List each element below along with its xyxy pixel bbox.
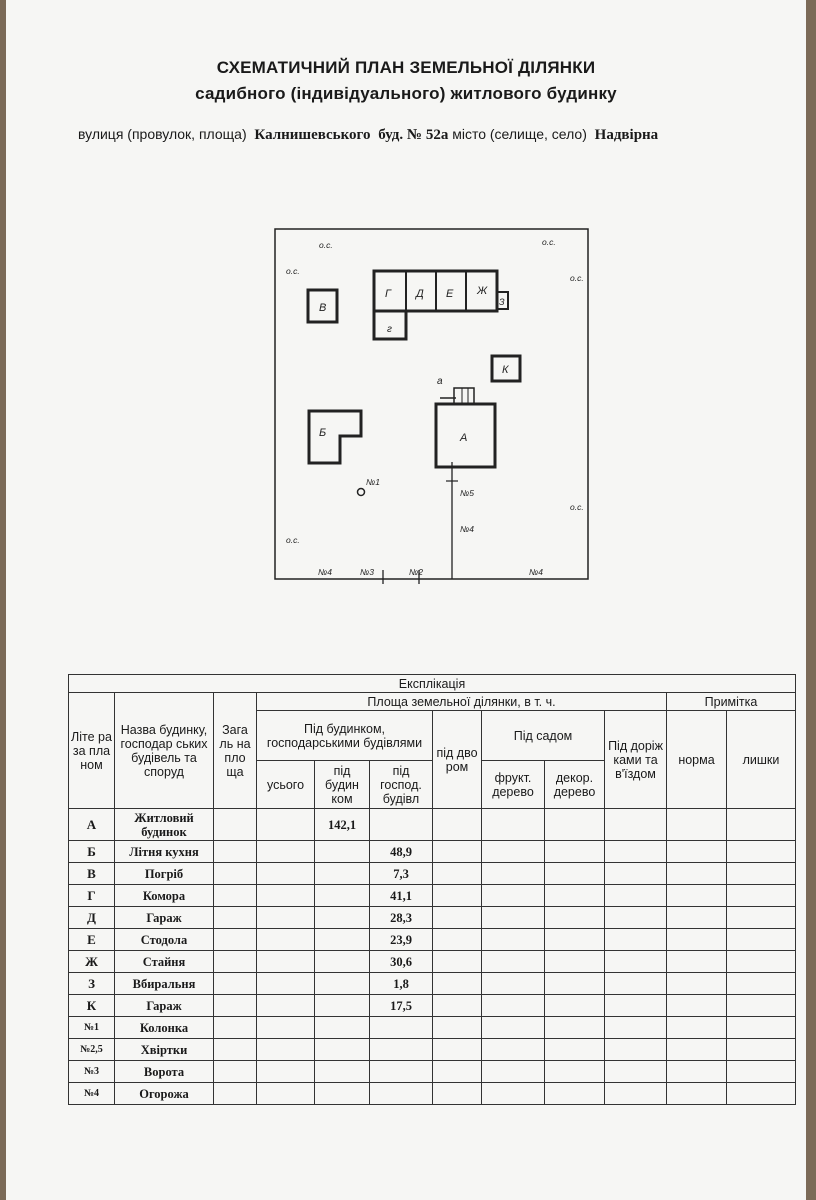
row-yard [433,907,482,929]
row-under-house [315,951,370,973]
row-yard [433,929,482,951]
row-all [257,863,315,885]
row-paths [605,995,667,1017]
row-all [257,809,315,841]
label-e: Е [446,288,454,300]
row-total [214,929,257,951]
row-paths [605,1083,667,1105]
row-excess [727,973,796,995]
row-excess [727,809,796,841]
row-fruit [482,1017,545,1039]
row-total [214,809,257,841]
row-norm [667,885,727,907]
row-fruit [482,973,545,995]
col-fruit: фрукт. дерево [482,761,545,809]
row-litera: №3 [69,1061,115,1083]
row-litera: Д [69,907,115,929]
row-total [214,1061,257,1083]
col-under-yard: під дво ром [433,711,482,809]
row-all [257,1039,315,1061]
row-excess [727,863,796,885]
row-under-outbuildings [370,809,433,841]
row-litera: №2,5 [69,1039,115,1061]
label-a-small: а [437,376,443,387]
row-litera: №1 [69,1017,115,1039]
marker-n4-right: №4 [529,567,543,577]
row-decor [545,1039,605,1061]
row-paths [605,1039,667,1061]
row-yard [433,951,482,973]
label-k: К [502,364,509,376]
row-excess [727,1083,796,1105]
row-name: Хвіртки [115,1039,214,1061]
row-all [257,907,315,929]
row-decor [545,1017,605,1039]
row-paths [605,1061,667,1083]
table-row [69,929,796,951]
os-mark-2: о.с. [542,237,556,247]
marker-n3: №3 [360,567,374,577]
row-excess [727,929,796,951]
row-name: Комора [115,885,214,907]
row-fruit [482,841,545,863]
porch-a-outline [454,388,474,404]
plot-boundary [275,229,588,579]
row-decor [545,973,605,995]
table-row [69,1039,796,1061]
row-paths [605,841,667,863]
row-name: Літня кухня [115,841,214,863]
table-row [69,1017,796,1039]
col-under-house: під будин ком [315,761,370,809]
row-litera: Г [69,885,115,907]
row-norm [667,907,727,929]
row-all [257,1017,315,1039]
row-decor [545,841,605,863]
row-total [214,1083,257,1105]
row-name: Огорожа [115,1083,214,1105]
row-norm [667,863,727,885]
row-under-house [315,907,370,929]
row-total [214,841,257,863]
row-paths [605,907,667,929]
row-yard [433,1017,482,1039]
col-total: Зага ль на пло ща [214,693,257,809]
row-litera: Б [69,841,115,863]
table-row [69,809,796,841]
row-all [257,1061,315,1083]
settlement-label: місто (селище, село) [452,126,587,142]
row-under-outbuildings: 30,6 [370,951,433,973]
row-name: Вбиральня [115,973,214,995]
table-row [69,885,796,907]
row-decor [545,907,605,929]
row-excess [727,951,796,973]
row-under-house [315,929,370,951]
row-litera: №4 [69,1083,115,1105]
row-excess [727,1017,796,1039]
row-paths [605,885,667,907]
label-z: З [499,297,505,307]
row-paths [605,809,667,841]
row-all [257,995,315,1017]
row-decor [545,809,605,841]
row-norm [667,841,727,863]
marker-n2: №2 [409,567,423,577]
row-under-outbuildings: 1,8 [370,973,433,995]
row-yard [433,885,482,907]
row-under-house [315,885,370,907]
col-name: Назва будинку, господар ських будівель та споруд [115,693,214,809]
row-paths [605,1017,667,1039]
row-yard [433,841,482,863]
col-litera: Літе ра за пла ном [69,693,115,809]
row-under-outbuildings [370,1083,433,1105]
row-decor [545,1061,605,1083]
row-name: Стодола [115,929,214,951]
col-under-garden: Під садом [482,711,605,761]
row-all [257,951,315,973]
table-caption: Експлікація [69,675,796,693]
row-decor [545,863,605,885]
row-litera: В [69,863,115,885]
row-yard [433,863,482,885]
col-note: Примітка [667,693,796,711]
row-total [214,1039,257,1061]
row-decor [545,929,605,951]
site-plan [274,228,594,584]
row-excess [727,885,796,907]
building-number: 52а [425,127,449,143]
row-yard [433,1083,482,1105]
row-all [257,885,315,907]
row-litera: А [69,809,115,841]
row-under-outbuildings: 17,5 [370,995,433,1017]
document-title: СХЕМАТИЧНИЙ ПЛАН ЗЕМЕЛЬНОЇ ДІЛЯНКИ [216,58,596,77]
row-paths [605,973,667,995]
row-under-house [315,1017,370,1039]
row-fruit [482,809,545,841]
row-name: Колонка [115,1017,214,1039]
os-mark-5: о.с. [570,502,584,512]
row-fruit [482,1039,545,1061]
row-fruit [482,863,545,885]
street-name: Калнишевського [254,127,371,143]
settlement-name: Надвірна [594,127,659,143]
os-mark-4: о.с. [570,273,584,283]
row-fruit [482,1083,545,1105]
label-v: В [319,302,327,314]
row-under-house [315,973,370,995]
row-excess [727,1039,796,1061]
row-all [257,929,315,951]
row-under-house [315,863,370,885]
col-decor: декор. дерево [545,761,605,809]
row-name: Гараж [115,995,214,1017]
col-norm: норма [667,711,727,809]
document-page [6,0,806,1200]
label-zh: Ж [477,285,488,297]
table-row [69,1083,796,1105]
row-under-house [315,1039,370,1061]
row-under-house [315,841,370,863]
label-b: Б [319,427,327,439]
row-yard [433,1039,482,1061]
row-norm [667,995,727,1017]
row-under-outbuildings: 28,3 [370,907,433,929]
row-total [214,973,257,995]
address-prefix: вулиця (провулок, площа) [78,126,247,142]
row-total [214,885,257,907]
row-fruit [482,885,545,907]
row-all [257,973,315,995]
address-line [78,126,658,144]
row-under-outbuildings [370,1039,433,1061]
row-paths [605,951,667,973]
row-yard [433,995,482,1017]
row-norm [667,929,727,951]
row-all [257,1083,315,1105]
well-n1-symbol [358,489,365,496]
row-litera: З [69,973,115,995]
col-excess: лишки [727,711,796,809]
row-under-outbuildings [370,1017,433,1039]
table-row [69,907,796,929]
row-name: Гараж [115,907,214,929]
table-row [69,951,796,973]
marker-n5: №5 [460,488,474,498]
explication-table [68,674,796,1105]
row-fruit [482,951,545,973]
row-norm [667,1061,727,1083]
row-paths [605,863,667,885]
table-row [69,995,796,1017]
row-fruit [482,929,545,951]
row-decor [545,885,605,907]
row-litera: Е [69,929,115,951]
marker-n4-path: №4 [460,524,474,534]
table-row [69,973,796,995]
row-excess [727,995,796,1017]
row-norm [667,1039,727,1061]
row-all [257,841,315,863]
row-name: Погріб [115,863,214,885]
marker-n1: №1 [366,477,380,487]
row-total [214,995,257,1017]
os-mark-6: о.с. [286,535,300,545]
row-yard [433,809,482,841]
row-excess [727,1061,796,1083]
building-b-outline [309,411,361,463]
row-under-outbuildings [370,1061,433,1083]
row-total [214,863,257,885]
row-fruit [482,995,545,1017]
os-mark-3: о.с. [286,266,300,276]
row-yard [433,1061,482,1083]
row-norm [667,951,727,973]
row-total [214,1017,257,1039]
row-litera: К [69,995,115,1017]
row-total [214,951,257,973]
row-under-house [315,1083,370,1105]
label-d: Д [416,288,424,300]
row-norm [667,809,727,841]
col-all: усього [257,761,315,809]
row-norm [667,1083,727,1105]
marker-n4-left: №4 [318,567,332,577]
table-row [69,1061,796,1083]
row-norm [667,1017,727,1039]
row-name: Ворота [115,1061,214,1083]
document-subtitle: садибного (індивідуального) житлового будинку [195,84,617,103]
table-body [69,809,796,1105]
row-decor [545,951,605,973]
row-fruit [482,1061,545,1083]
row-fruit [482,907,545,929]
row-under-house [315,1061,370,1083]
row-norm [667,973,727,995]
col-paths: Під доріж ками та в'їздом [605,711,667,809]
row-under-outbuildings: 41,1 [370,885,433,907]
row-total [214,907,257,929]
label-g-small: г [387,324,392,335]
row-yard [433,973,482,995]
row-under-house [315,995,370,1017]
label-a: А [460,432,468,444]
col-under-outbuildings: під господ. будівл [370,761,433,809]
label-g: Г [385,288,391,300]
row-excess [727,907,796,929]
row-litera: Ж [69,951,115,973]
os-mark-1: о.с. [319,240,333,250]
row-name: Житловий будинок [115,809,214,841]
table-row [69,841,796,863]
row-paths [605,929,667,951]
row-under-outbuildings: 48,9 [370,841,433,863]
row-decor [545,1083,605,1105]
col-under-building: Під будинком, господарськими будівлями [257,711,433,761]
col-land-area: Площа земельної ділянки, в т. ч. [257,693,667,711]
building-label: буд. № [378,127,422,143]
row-under-house: 142,1 [315,809,370,841]
row-under-outbuildings: 23,9 [370,929,433,951]
row-name: Стайня [115,951,214,973]
row-under-outbuildings: 7,3 [370,863,433,885]
row-decor [545,995,605,1017]
site-plan-drawing [274,228,594,584]
row-excess [727,841,796,863]
table-row [69,863,796,885]
